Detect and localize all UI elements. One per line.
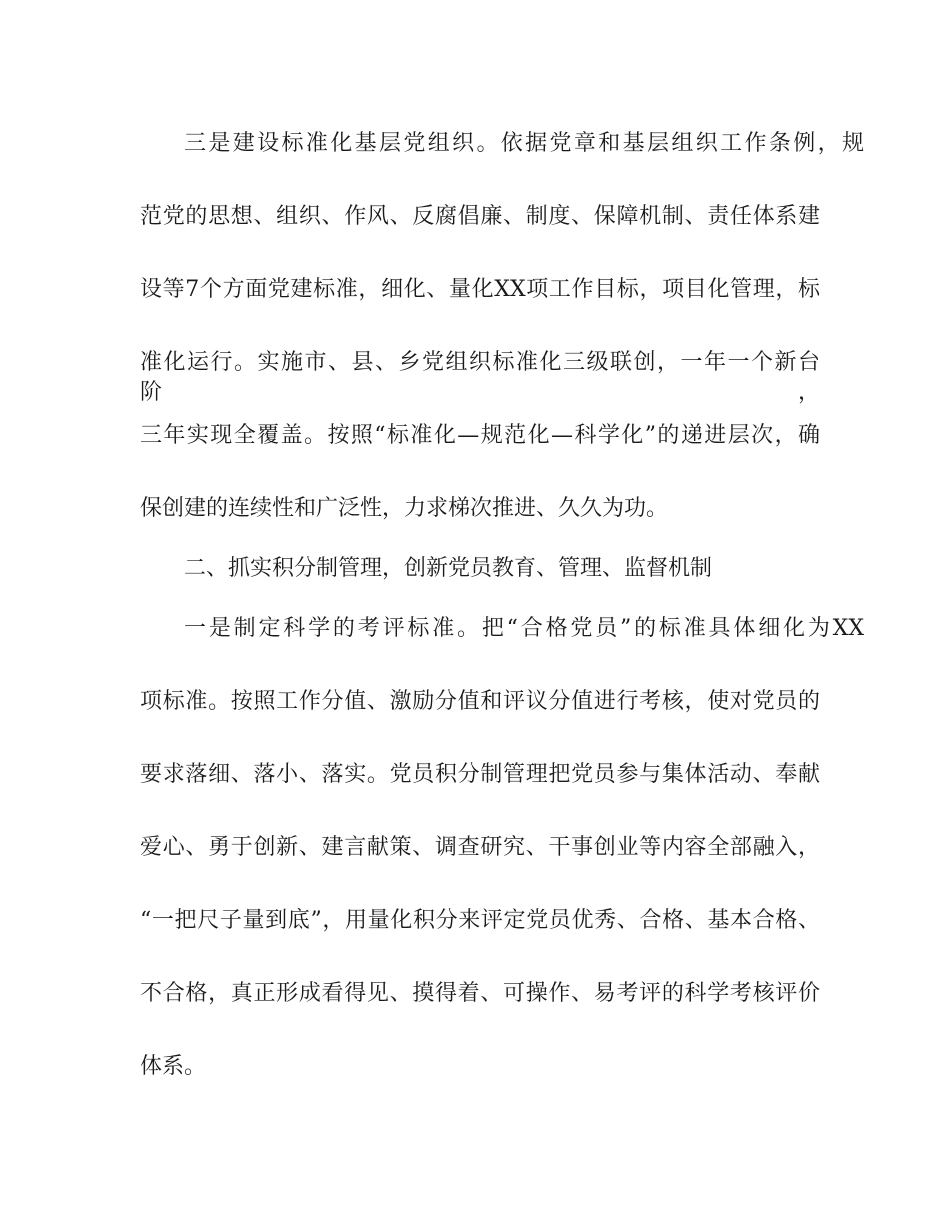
paragraph-line: 体系。 xyxy=(140,1054,207,1079)
paragraph-line: 三是建设标准化基层党组织。依据党章和基层组织工作条例，规 xyxy=(184,131,864,156)
paragraph-line: 要求落细、落小、落实。党员积分制管理把党员参与集体活动、奉献 xyxy=(140,762,820,787)
paragraph-line: “一把尺子量到底”，用量化积分来评定党员优秀、合格、基本合格、 xyxy=(140,908,820,933)
paragraph-line: 保创建的连续性和广泛性，力求梯次推进、久久为功。 xyxy=(140,496,669,521)
section-heading: 二、抓实积分制管理，创新党员教育、管理、监督机制 xyxy=(184,556,713,581)
paragraph-line: 设等7个方面党建标准，细化、量化XX项工作目标，项目化管理，标 xyxy=(140,277,820,302)
paragraph-line: 准化运行。实施市、县、乡党组织标准化三级联创，一年一个新台阶， xyxy=(140,350,820,405)
paragraph-line: 三年实现全覆盖。按照“标准化—规范化—科学化”的递进层次，确 xyxy=(140,423,820,448)
paragraph-line: 一是制定科学的考评标准。把“合格党员”的标准具体细化为XX xyxy=(184,616,864,641)
paragraph-line: 爱心、勇于创新、建言献策、调查研究、干事创业等内容全部融入， xyxy=(140,835,820,860)
paragraph-line: 不合格，真正形成看得见、摸得着、可操作、易考评的科学考核评价 xyxy=(140,981,820,1006)
paragraph-line: 范党的思想、组织、作风、反腐倡廉、制度、保障机制、责任体系建 xyxy=(140,204,820,229)
paragraph-line: 项标准。按照工作分值、激励分值和评议分值进行考核，使对党员的 xyxy=(140,689,820,714)
